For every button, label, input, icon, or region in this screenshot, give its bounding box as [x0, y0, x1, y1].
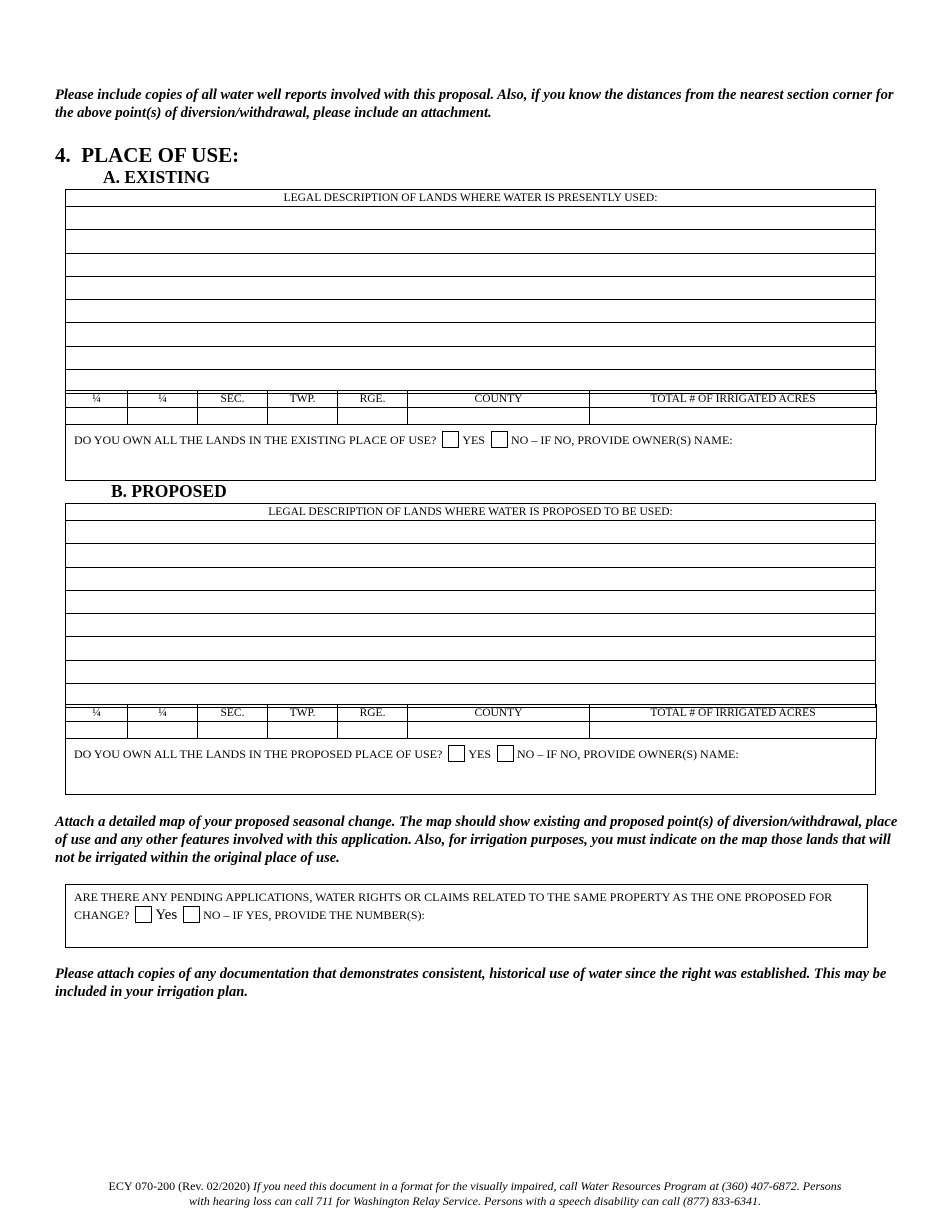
- col-quarter-1: ¼: [66, 391, 128, 408]
- proposed-ownership-question: DO YOU OWN ALL THE LANDS IN THE PROPOSED PLACE OF USE?: [74, 747, 443, 761]
- existing-legal-line[interactable]: [66, 323, 875, 346]
- section-title: [55, 143, 239, 168]
- township-field[interactable]: [268, 722, 338, 739]
- township-field[interactable]: [268, 408, 338, 425]
- irrigated-acres-field[interactable]: [590, 722, 877, 739]
- proposed-legal-line[interactable]: [66, 591, 875, 614]
- existing-legal-description-box: [65, 189, 876, 394]
- pending-no-label: NO – IF YES, PROVIDE THE NUMBER(S):: [203, 908, 425, 922]
- proposed-legal-line[interactable]: [66, 544, 875, 567]
- range-field[interactable]: [338, 722, 408, 739]
- quarter-1-field[interactable]: [66, 408, 128, 425]
- existing-ownership-box: [65, 424, 876, 481]
- proposed-legal-description-box: [65, 503, 876, 708]
- pending-question: ARE THERE ANY PENDING APPLICATIONS, WATER RIGHTS OR CLAIMS RELATED TO THE SAME PROPERTY AS THE ONE PROPOSED FOR CHANGE?: [74, 890, 833, 922]
- col-county: COUNTY: [408, 391, 590, 408]
- proposed-title: B. PROPOSED: [111, 481, 227, 501]
- col-irrigated-acres: TOTAL # OF IRRIGATED ACRES: [590, 391, 877, 408]
- pending-applications-box: [65, 884, 868, 948]
- existing-legal-header: LEGAL DESCRIPTION OF LANDS WHERE WATER IS PRESENTLY USED:: [66, 190, 875, 207]
- page-footer: [100, 1179, 850, 1209]
- existing-legal-line[interactable]: [66, 230, 875, 253]
- proposed-legal-header: LEGAL DESCRIPTION OF LANDS WHERE WATER IS PROPOSED TO BE USED:: [66, 504, 875, 521]
- existing-no-label: NO – IF NO, PROVIDE OWNER(S) NAME:: [510, 433, 733, 447]
- existing-legal-line[interactable]: [66, 300, 875, 323]
- proposed-ownership-box: [65, 738, 876, 795]
- existing-title: A. EXISTING: [103, 167, 210, 187]
- col-county: COUNTY: [408, 705, 590, 722]
- col-section: SEC.: [198, 705, 268, 722]
- existing-legal-line[interactable]: [66, 277, 875, 300]
- county-field[interactable]: [408, 408, 590, 425]
- pending-no-checkbox[interactable]: [183, 906, 200, 923]
- existing-legal-line[interactable]: [66, 254, 875, 277]
- county-field[interactable]: [408, 722, 590, 739]
- col-quarter-2: ¼: [128, 391, 198, 408]
- proposed-legal-line[interactable]: [66, 614, 875, 637]
- existing-location-table: [65, 390, 877, 425]
- proposed-yes-label: YES: [468, 747, 492, 761]
- historical-use-instruction: Please attach copies of any documentation that demonstrates consistent, historical use of water since the right was established. This may be included in your irrigation plan.: [55, 966, 887, 1000]
- col-township: TWP.: [268, 705, 338, 722]
- proposed-location-table: [65, 704, 877, 739]
- col-range: RGE.: [338, 391, 408, 408]
- existing-no-checkbox[interactable]: [491, 431, 508, 448]
- proposed-legal-line[interactable]: [66, 568, 875, 591]
- col-range: RGE.: [338, 705, 408, 722]
- col-section: SEC.: [198, 391, 268, 408]
- well-reports-instruction: Please include copies of all water well reports involved with this proposal. Also, if you know the distances from the nearest section corner for the above point(s) of diversion/withdrawal, please include an attachment.: [55, 87, 894, 121]
- section-number: 4.: [55, 143, 71, 167]
- pending-yes-checkbox[interactable]: [135, 906, 152, 923]
- existing-yes-label: YES: [462, 433, 485, 447]
- quarter-2-field[interactable]: [128, 408, 198, 425]
- proposed-legal-line[interactable]: [66, 661, 875, 684]
- irrigated-acres-field[interactable]: [590, 408, 877, 425]
- map-attachment-instruction: Attach a detailed map of your proposed seasonal change. The map should show existing and proposed point(s) of diversion/withdrawal, place of use and any other features involved with this application. Also, for irrigation purposes, you must indicate on the map those lands that will not be irrigated within the original place of use.: [55, 814, 898, 866]
- range-field[interactable]: [338, 408, 408, 425]
- proposed-no-label: NO – IF NO, PROVIDE OWNER(S) NAME:: [517, 747, 739, 761]
- form-id: ECY 070-200 (Rev. 02/2020): [108, 1179, 250, 1193]
- proposed-no-checkbox[interactable]: [497, 745, 514, 762]
- existing-yes-checkbox[interactable]: [442, 431, 459, 448]
- quarter-2-field[interactable]: [128, 722, 198, 739]
- existing-legal-line[interactable]: [66, 347, 875, 370]
- col-quarter-2: ¼: [128, 705, 198, 722]
- col-irrigated-acres: TOTAL # OF IRRIGATED ACRES: [590, 705, 877, 722]
- section-title-text: PLACE OF USE:: [81, 143, 240, 167]
- quarter-1-field[interactable]: [66, 722, 128, 739]
- existing-ownership-question-row: [74, 431, 733, 448]
- pending-yes-label: Yes: [155, 907, 178, 923]
- existing-ownership-question: DO YOU OWN ALL THE LANDS IN THE EXISTING PLACE OF USE?: [74, 433, 437, 447]
- section-field[interactable]: [198, 408, 268, 425]
- proposed-legal-line[interactable]: [66, 637, 875, 660]
- proposed-yes-checkbox[interactable]: [448, 745, 465, 762]
- existing-legal-line[interactable]: [66, 207, 875, 230]
- section-field[interactable]: [198, 722, 268, 739]
- proposed-ownership-question-row: [74, 745, 739, 762]
- accessibility-note: If you need this document in a format for the visually impaired, call Water Resources Program at (360) 407-6872. Persons with hearing loss can call 711 for Washington Relay Service. Persons with a speech disability can call (877) 833-6341.: [189, 1179, 842, 1208]
- col-township: TWP.: [268, 391, 338, 408]
- proposed-legal-line[interactable]: [66, 521, 875, 544]
- col-quarter-1: ¼: [66, 705, 128, 722]
